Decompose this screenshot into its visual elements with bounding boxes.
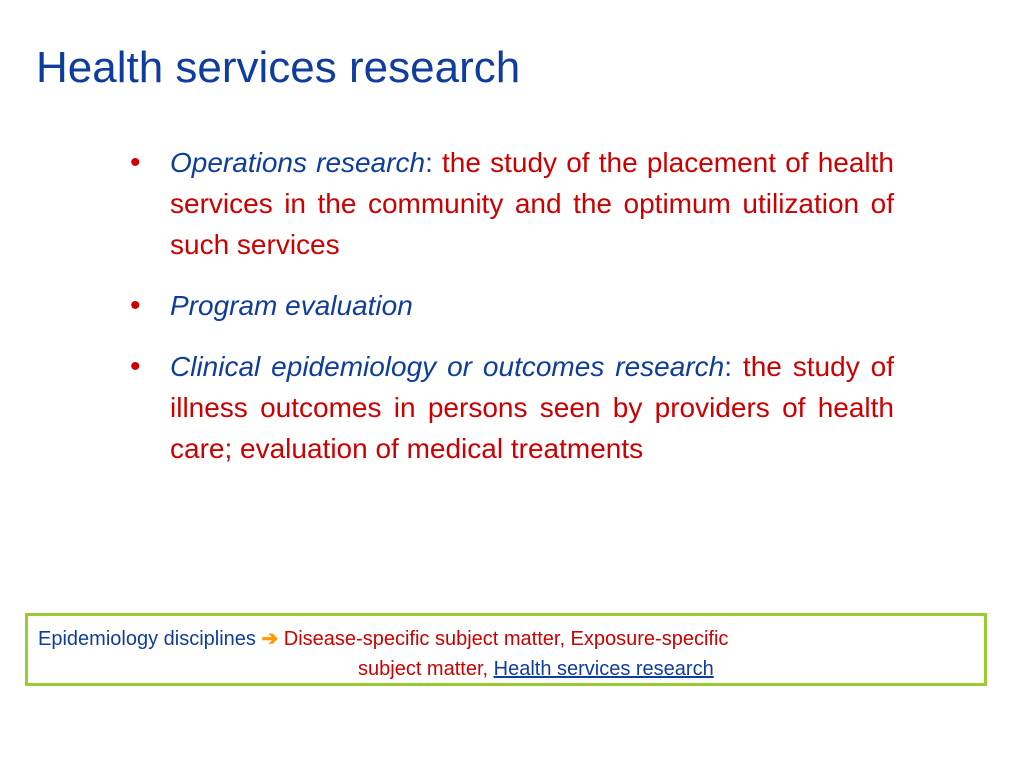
bullet-glyph: • — [130, 350, 141, 383]
bullet-glyph: • — [130, 289, 141, 322]
bullet-text: the study of the placement of health services in the community and the optimum utilization of such services — [170, 147, 894, 260]
bullet-term: Clinical epidemiology or outcomes research — [170, 351, 725, 382]
bullet-list — [130, 142, 894, 487]
health-services-research-link[interactable]: Health services research — [493, 658, 714, 680]
disciplines-line-2 — [358, 654, 714, 684]
bullet-term-colon: : — [724, 351, 732, 382]
bullet-term-colon: : — [425, 147, 433, 178]
bullet-text: the study of illness outcomes in persons seen by providers of health care; evaluation of medical treatments — [170, 351, 894, 464]
slide-title: Health services research — [36, 43, 521, 92]
disciplines-box — [25, 613, 987, 686]
bullet-glyph: • — [130, 146, 141, 179]
disciplines-line-1 — [38, 624, 728, 654]
bullet-clinical-epidemiology — [130, 346, 894, 469]
disciplines-items-line-2: subject matter, — [358, 658, 494, 680]
bullet-operations-research — [130, 142, 894, 265]
bullet-term: Operations research — [170, 147, 426, 178]
disciplines-lead: Epidemiology disciplines — [38, 628, 256, 650]
bullet-term: Program evaluation — [170, 290, 413, 321]
bullet-program-evaluation — [130, 285, 894, 326]
arrow-right-icon: ➔ — [261, 628, 279, 650]
disciplines-items-line-1: Disease-specific subject matter, Exposure-specific — [283, 628, 729, 650]
